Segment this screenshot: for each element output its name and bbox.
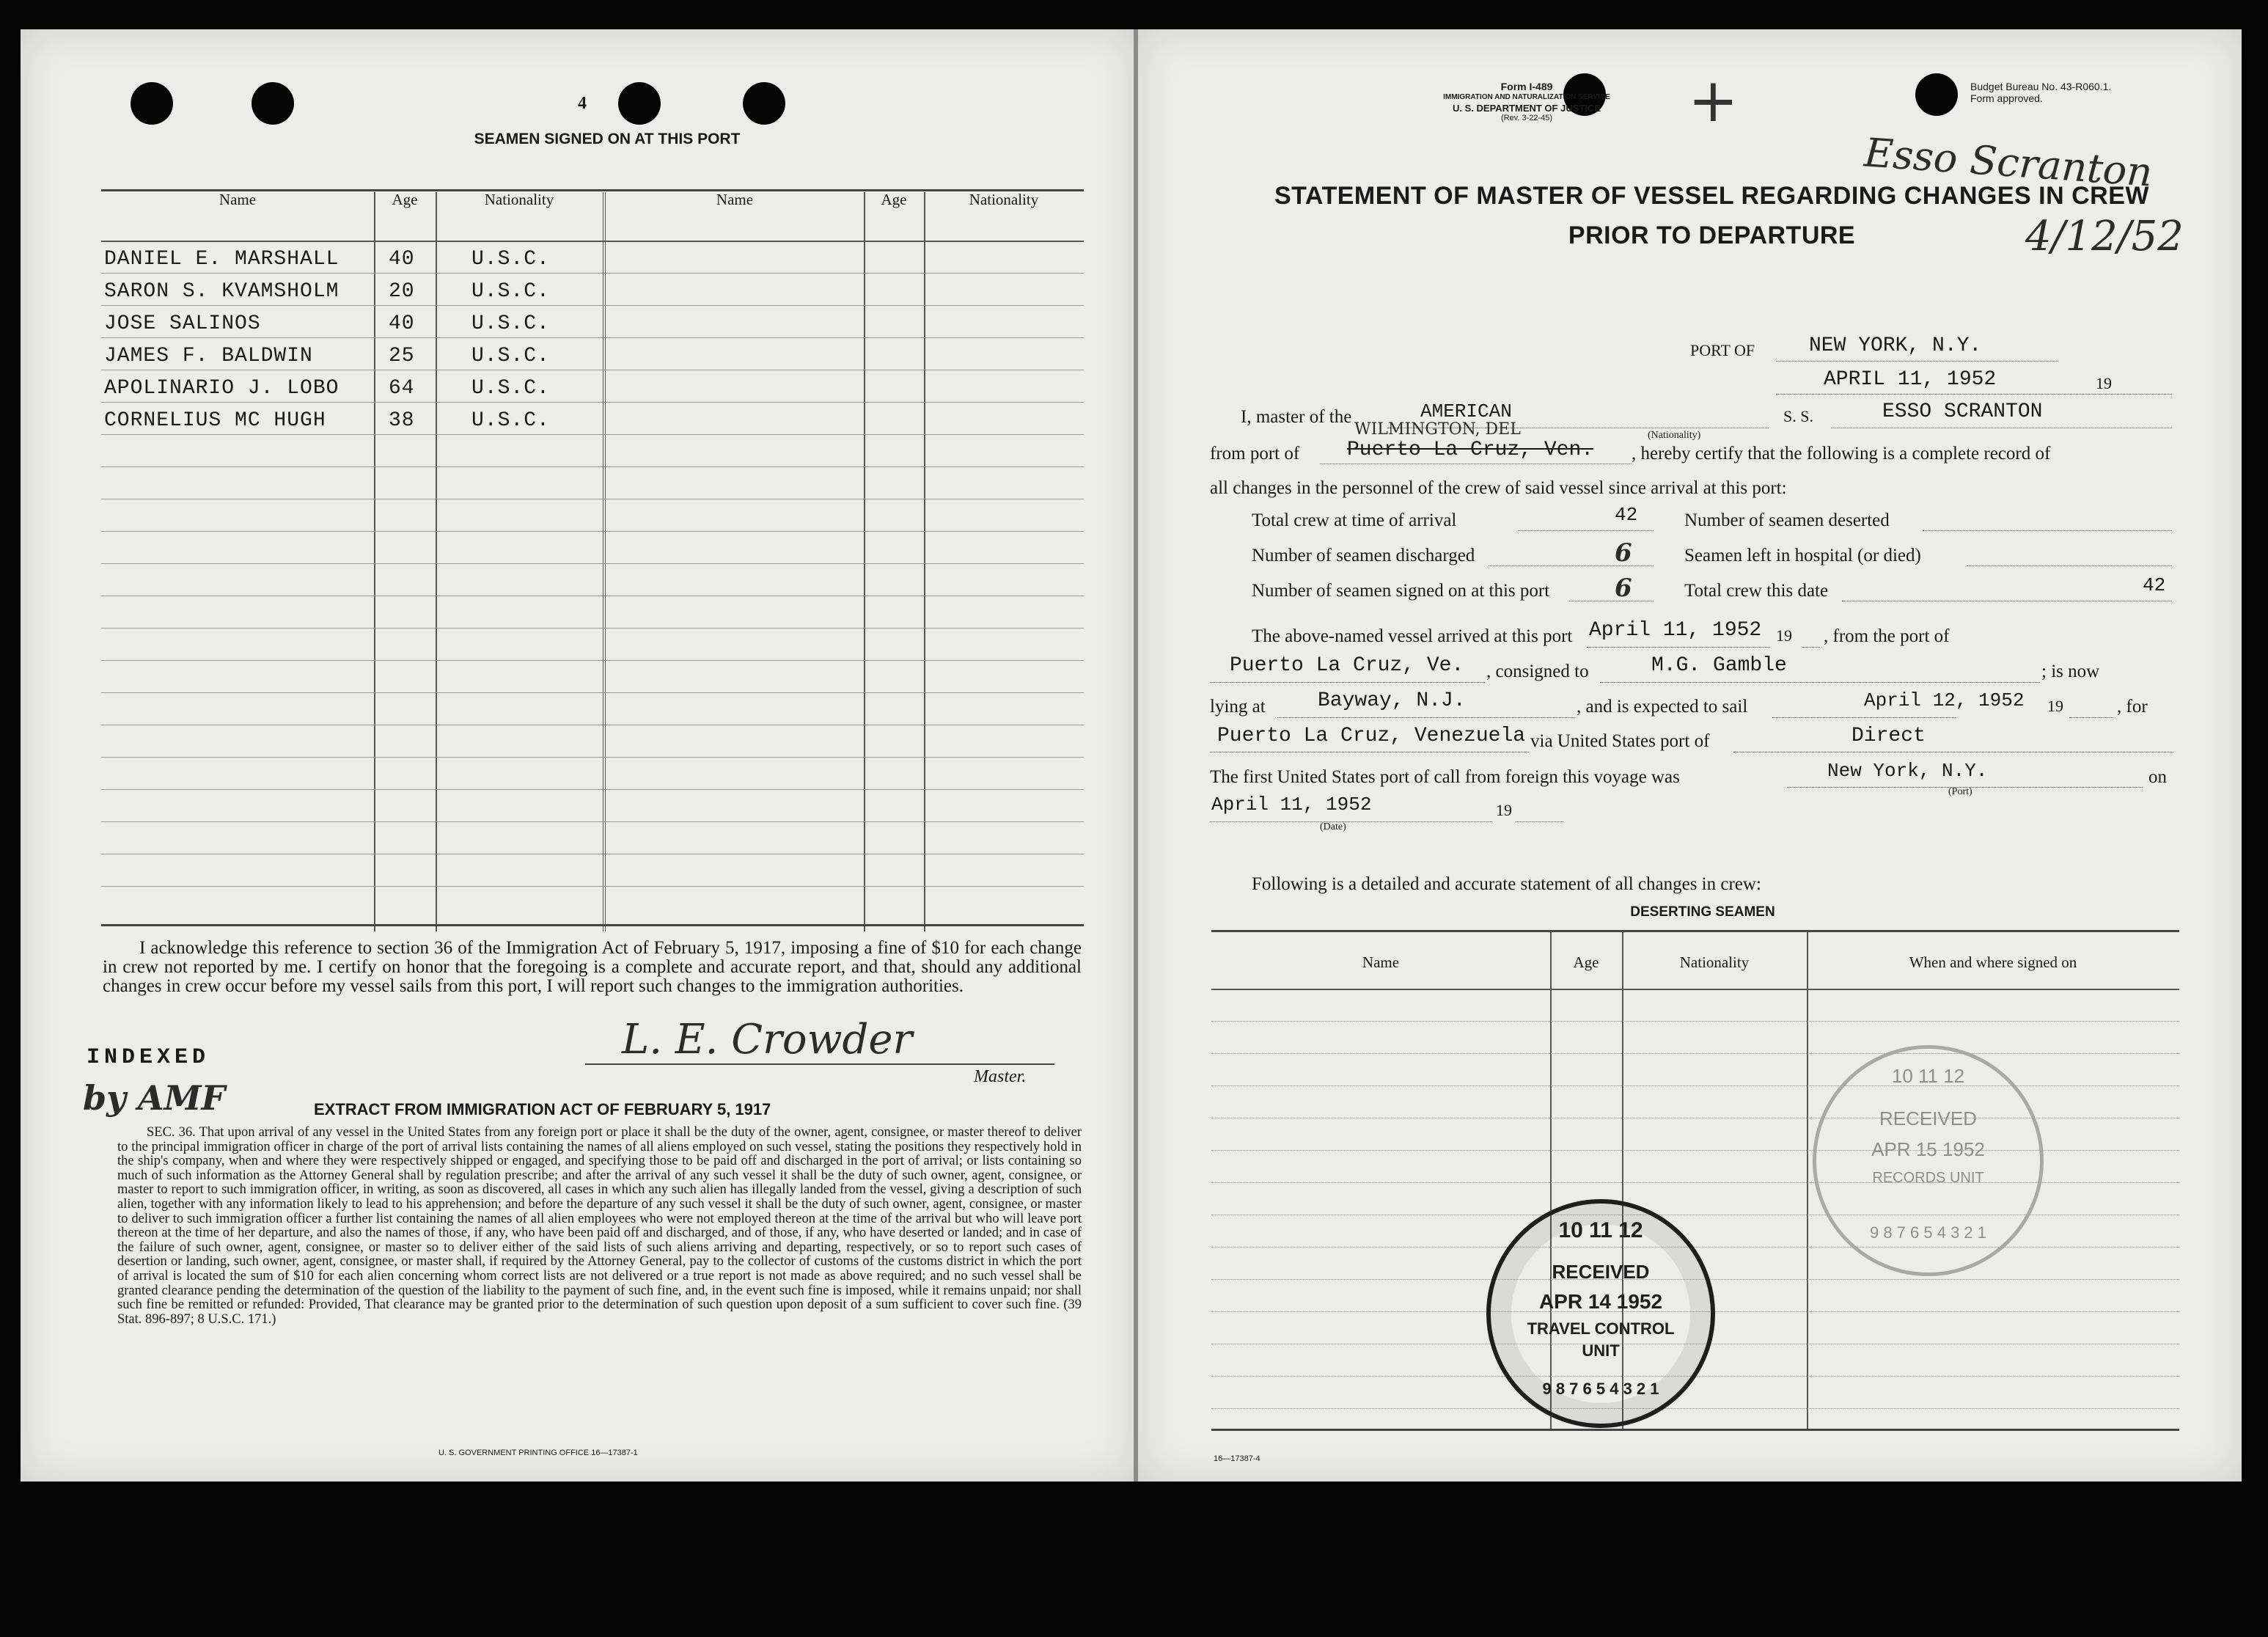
received-stamp	[1486, 1199, 1715, 1428]
crew-age: 40	[389, 248, 415, 271]
handwritten-date: 4/12/52	[2025, 213, 2184, 260]
first-port-label: The first United States port of call from foreign this voyage was	[1210, 767, 1680, 787]
sail-year-prefix: 19	[2047, 697, 2063, 715]
form-title: STATEMENT OF MASTER OF VESSEL REGARDING CHANGES IN CREW	[1274, 182, 2149, 210]
crew-nationality: U.S.C.	[471, 345, 550, 367]
certify-text-2: all changes in the personnel of the crew of said vessel since arrival at this port:	[1210, 478, 1787, 498]
crew-name: APOLINARIO J. LOBO	[104, 377, 340, 400]
deserted-label: Number of seamen deserted	[1684, 510, 1890, 530]
acknowledgment-text: I acknowledge this reference to section 36 of the Immigration Act of February 5, 1917, imposing a fine of $10 for each change in crew not reported by me. I certify on honor that the foregoing is a complete and accurate report, and that, should any additional changes in crew occur before my vessel sails from this port, I will report such changes to the immigration authorities.	[103, 938, 1082, 996]
first-port-value: New York, N.Y.	[1827, 760, 1988, 782]
nationality-value: AMERICAN	[1420, 400, 1512, 422]
is-now-label: ; is now	[2041, 662, 2100, 681]
crew-age: 25	[389, 345, 415, 367]
page-number: 4	[578, 94, 587, 113]
total-arrival-value: 42	[1615, 504, 1638, 526]
sail-value: April 12, 1952	[1864, 689, 2025, 711]
column-header-age: Age	[881, 191, 907, 208]
from-port-struck: Puerto La Cruz, Ven.	[1347, 439, 1594, 461]
seamen-signed-on-table	[101, 161, 1084, 931]
crew-age: 40	[389, 312, 415, 335]
port-sublabel: (Port)	[1948, 786, 1972, 797]
column-header-nationality: Nationality	[969, 191, 1039, 208]
master-label: Master.	[974, 1067, 1027, 1086]
discharged-value: 6	[1615, 538, 1632, 568]
total-date-label: Total crew this date	[1684, 581, 1829, 601]
for-label: , for	[2117, 697, 2148, 717]
arrived-label: The above-named vessel arrived at this port	[1252, 626, 1573, 646]
budget-approval: Form approved.	[1970, 92, 2043, 104]
binder-hole	[1915, 73, 1958, 116]
origin-value: Puerto La Cruz, Ve.	[1230, 654, 1464, 677]
crew-nationality: U.S.C.	[471, 312, 550, 335]
lying-value: Bayway, N.J.	[1318, 689, 1466, 712]
crew-age: 38	[389, 409, 415, 432]
budget-number: Budget Bureau No. 43-R060.1.	[1970, 81, 2112, 92]
column-header-age: Age	[1573, 953, 1599, 971]
hospital-label: Seamen left in hospital (or died)	[1684, 546, 1921, 565]
indexed-stamp: INDEXED	[87, 1045, 210, 1070]
stamp-unit-2: UNIT	[1582, 1341, 1620, 1360]
stamp-clock-bottom: 9 8 7 6 5 4 3 2 1	[1542, 1380, 1659, 1398]
signed-on-label: Number of seamen signed on at this port	[1252, 581, 1550, 601]
consignee-value: M.G. Gamble	[1651, 654, 1787, 677]
arrived-year-prefix: 19	[1776, 626, 1792, 645]
stamp-clock-bottom: 9 8 7 6 5 4 3 2 1	[1869, 1223, 1987, 1242]
certify-text: , hereby certify that the following is a complete record of	[1632, 444, 2051, 464]
destination-value: Puerto La Cruz, Venezuela	[1217, 725, 1526, 747]
binder-hole	[252, 82, 294, 125]
total-date-value: 42	[2143, 574, 2166, 596]
table-row	[101, 403, 1084, 436]
printer-line: U. S. GOVERNMENT PRINTING OFFICE 16—17387-1	[438, 1449, 638, 1457]
records-stamp	[1813, 1045, 2044, 1276]
indexed-initials: by AMF	[83, 1078, 226, 1118]
following-text: Following is a detailed and accurate statement of all changes in crew:	[1252, 874, 1761, 894]
master-signature: L. E. Crowder	[622, 1016, 913, 1063]
agency-line: U. S. DEPARTMENT OF JUSTICE	[1453, 103, 1601, 114]
deserting-title: DESERTING SEAMEN	[1630, 904, 1775, 920]
form-subtitle: PRIOR TO DEPARTURE	[1568, 221, 1856, 249]
plus-mark: +	[1688, 66, 1739, 136]
crew-nationality: U.S.C.	[471, 280, 550, 303]
ss-label: S. S.	[1783, 407, 1813, 425]
crew-name: DANIEL E. MARSHALL	[104, 248, 340, 271]
column-header-nationality: Nationality	[1679, 953, 1750, 971]
binder-hole	[131, 82, 173, 125]
column-header-signed-on: When and where signed on	[1909, 953, 2077, 971]
revision-line: (Rev. 3-22-45)	[1500, 114, 1553, 122]
column-header-name: Name	[1362, 953, 1400, 971]
port-value: NEW YORK, N.Y.	[1809, 334, 1982, 357]
stamp-clock-top: 10 11 12	[1558, 1218, 1643, 1242]
total-arrival-label: Total crew at time of arrival	[1252, 510, 1457, 530]
crew-age: 20	[389, 280, 415, 303]
on-label: on	[2148, 767, 2167, 787]
right-page	[1138, 29, 2242, 1482]
crew-nationality: U.S.C.	[471, 377, 550, 400]
signed-on-value: 6	[1615, 574, 1632, 603]
table-row	[101, 242, 1084, 274]
form-number: Form I-489	[1500, 81, 1553, 92]
from-port-correction: WILMINGTON, DEL	[1354, 420, 1521, 439]
stamp-clock-top: 10 11 12	[1891, 1065, 1965, 1087]
column-header-name: Name	[716, 191, 754, 208]
via-value: Direct	[1852, 725, 1926, 747]
crew-name: JOSE SALINOS	[104, 312, 261, 335]
master-label: I, master of the	[1241, 407, 1352, 427]
stamp-unit: RECORDS UNIT	[1872, 1170, 1984, 1186]
left-page	[21, 29, 1135, 1482]
stamp-received: RECEIVED	[1879, 1107, 1977, 1129]
printer-line: 16—17387-4	[1214, 1454, 1260, 1463]
stamp-received: RECEIVED	[1552, 1261, 1650, 1283]
crew-nationality: U.S.C.	[471, 409, 550, 432]
from-the-port-label: , from the port of	[1824, 626, 1950, 646]
column-header-age: Age	[392, 191, 418, 208]
column-header-nationality: Nationality	[484, 191, 554, 208]
lying-label: lying at	[1210, 697, 1266, 717]
port-label: PORT OF	[1690, 341, 1755, 359]
expected-label: , and is expected to sail	[1577, 697, 1748, 717]
date-value: APRIL 11, 1952	[1824, 368, 1997, 391]
year-prefix: 19	[2096, 374, 2112, 392]
extract-text: SEC. 36. That upon arrival of any vessel in the United States from any foreign port or place it shall be the duty of the owner, agent, consignee, or master thereof to deliver to the principal immigration officer in charge of the port of arrival lists containing the names of all aliens employed on such vessel, stating the positions they respectively hold in the ship's company, when and where they were respectively shipped or engaged, and specifying those to be paid off and discharged in the port of arrival; or lists containing so much of such information as the Attorney General shall by regulation prescribe; and after the arrival of any such vessel it shall be the duty of such owner, agent, consignee, or master to report to such immigration officer, in writing, as soon as discovered, all cases in which any such alien has illegally landed from the vessel, giving a description of such alien, together with any information likely to lead to his apprehension; and before the departure of any such vessel it shall be the duty of such owner, agent, consignee, or master to deliver to such immigration officer a further list containing the names of all alien employees who were not employed thereon at the time of the arrival but who will leave port thereon at the time of her departure, and also the names of those, if any, who have been paid off and discharged, and of those, if any, who have deserted or landed; and in case of the failure of such owner, agent, consignee, or master so to deliver either of the said lists of such aliens arriving and departing, respectively, or so to report such cases of desertion or landing, such owner, agent, consignee, or master shall, if required by the Attorney General, pay to the collector of customs of the customs district in which the port of arrival is located the sum of $10 for each alien concerning whom correct lists are not delivered or a true report is not made as above required; and no such vessel shall be granted clearance pending the determination of the question of the liability to the payment of such fine, and, in the event such fine is imposed, while it remains unpaid; nor shall such fine be remitted or refunded: Provided, That clearance may be granted prior to the determination of such question upon deposit of a sum sufficient to cover such fine. (39 Stat. 896-897; 8 U.S.C. 171.)	[117, 1125, 1082, 1327]
nationality-sublabel: (Nationality)	[1648, 430, 1701, 441]
table-row	[101, 274, 1084, 307]
vessel-value: ESSO SCRANTON	[1882, 400, 2043, 423]
date-sublabel: (Date)	[1320, 821, 1346, 832]
discharged-label: Number of seamen discharged	[1252, 546, 1475, 565]
binder-hole	[743, 82, 785, 125]
crew-name: SARON S. KVAMSHOLM	[104, 280, 340, 303]
crew-name: JAMES F. BALDWIN	[104, 345, 313, 367]
extract-title: EXTRACT FROM IMMIGRATION ACT OF FEBRUARY 5, 1917	[314, 1100, 771, 1118]
from-port-label: from port of	[1210, 444, 1300, 464]
stamp-unit: TRAVEL CONTROL	[1527, 1319, 1675, 1338]
via-label: via United States port of	[1530, 731, 1710, 751]
stamp-date: APR 15 1952	[1871, 1138, 1985, 1160]
stamp-date: APR 14 1952	[1538, 1290, 1663, 1313]
arrived-value: April 11, 1952	[1589, 619, 1762, 642]
crew-name: CORNELIUS MC HUGH	[104, 409, 326, 432]
handwritten-vessel-name: Esso Scranton	[1863, 129, 2154, 196]
crew-nationality: U.S.C.	[471, 248, 550, 271]
agency-line: IMMIGRATION AND NATURALIZATION SERVICE	[1443, 93, 1610, 101]
table-row	[101, 307, 1084, 339]
first-date-year-prefix: 19	[1496, 801, 1512, 819]
column-header-name: Name	[219, 191, 257, 208]
first-date-value: April 11, 1952	[1211, 794, 1372, 816]
section-title: SEAMEN SIGNED ON AT THIS PORT	[474, 131, 741, 147]
binder-hole	[618, 82, 661, 125]
table-row	[101, 371, 1084, 403]
consigned-label: , consigned to	[1486, 662, 1589, 681]
crew-age: 64	[389, 377, 415, 400]
table-row	[101, 339, 1084, 371]
